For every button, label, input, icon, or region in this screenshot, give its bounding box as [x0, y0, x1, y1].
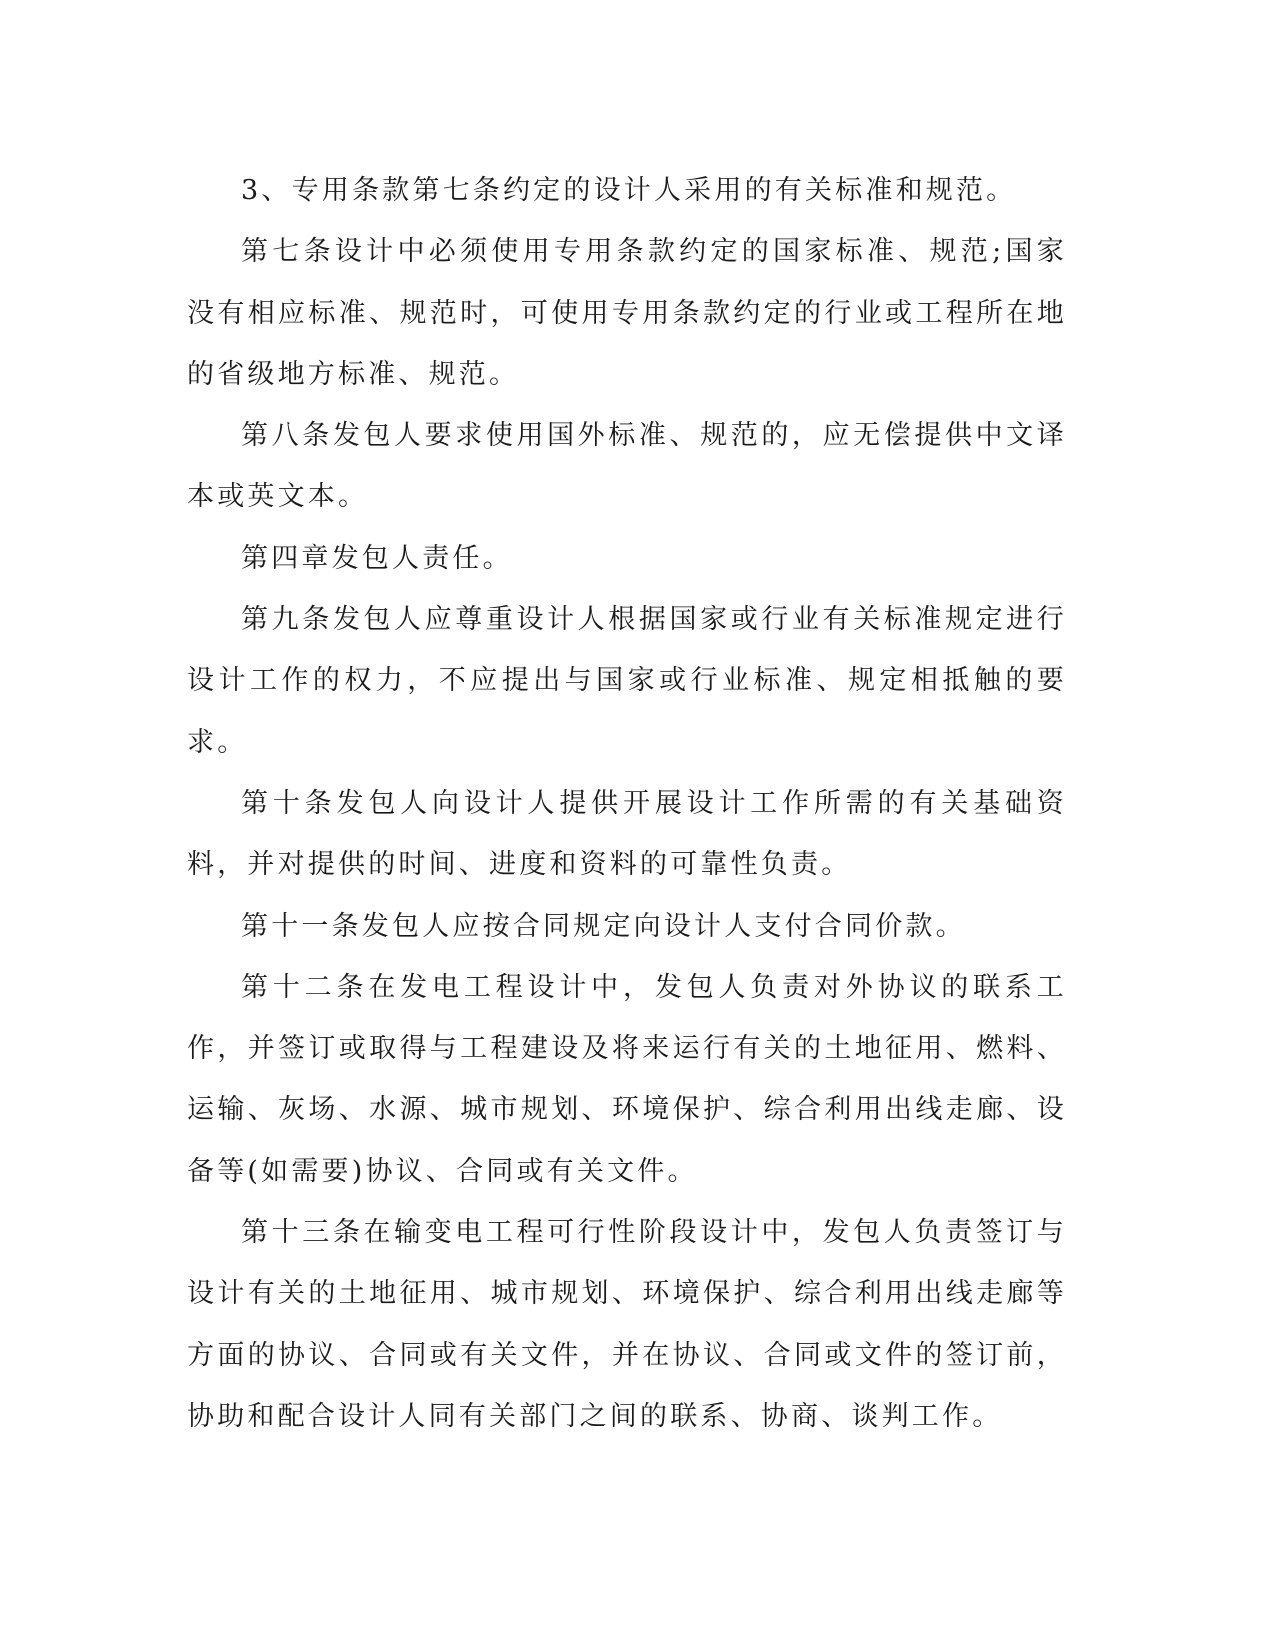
- paragraph-article-9: 第九条发包人应尊重设计人根据国家或行业有关标准规定进行设计工作的权力，不应提出与国家或行业标准、规定相抵触的要求。: [187, 604, 1067, 758]
- paragraph-article-7: 第七条设计中必须使用专用条款约定的国家标准、规范;国家没有相应标准、规范时，可使用专用条款约定的行业或工程所在地的省级地方标准、规范。: [187, 236, 1067, 390]
- paragraph-article-10: 第十条发包人向设计人提供开展设计工作所需的有关基础资料，并对提供的时间、进度和资料的可靠性负责。: [187, 787, 1067, 881]
- paragraph-article-12: 第十二条在发电工程设计中，发包人负责对外协议的联系工作，并签订或取得与工程建设及将来运行有关的土地征用、燃料、运输、灰场、水源、城市规划、环境保护、综合利用出线走廊、设备等(如需要)协议、合同或有关文件。: [187, 971, 1067, 1187]
- document-body: [187, 160, 1067, 1447]
- chapter-heading-4: 第四章发包人责任。: [241, 542, 513, 574]
- paragraph-article-11: 第十一条发包人应按合同规定向设计人支付合同价款。: [241, 910, 966, 942]
- paragraph-standards-item-3: 3、专用条款第七条约定的设计人采用的有关标准和规范。: [241, 175, 1017, 206]
- paragraph-article-13: 第十三条在输变电工程可行性阶段设计中，发包人负责签订与设计有关的土地征用、城市规划、环境保护、综合利用出线走廊等方面的协议、合同或有关文件，并在协议、合同或文件的签订前，协助和配合设计人同有关部门之间的联系、协商、谈判工作。: [187, 1217, 1067, 1432]
- paragraph-article-8: 第八条发包人要求使用国外标准、规范的，应无偿提供中文译本或英文本。: [187, 420, 1067, 513]
